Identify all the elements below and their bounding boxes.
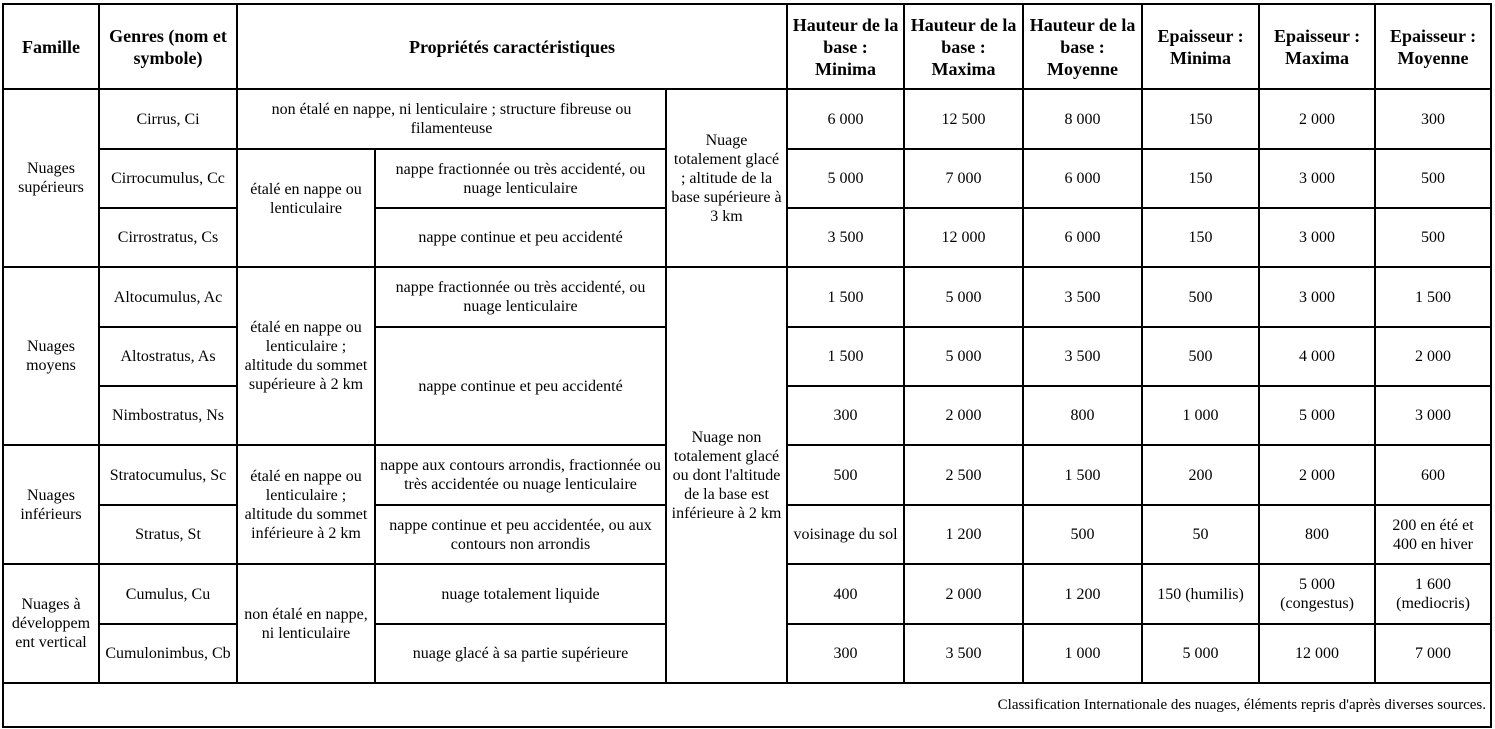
footer-row xyxy=(3,683,1491,727)
e-max-cell: 3 000 xyxy=(1259,149,1375,208)
source-note: Classification Internationale des nuages, éléments repris d'après diverses sources. xyxy=(3,683,1491,727)
h-moy-cell: 6 000 xyxy=(1023,208,1142,267)
family-moyens: Nuages moyens xyxy=(3,267,99,445)
h-moy-cell: 1 200 xyxy=(1023,564,1142,624)
prop-continue: nappe continue et peu accidenté xyxy=(375,208,666,267)
e-moy-cell: 2 000 xyxy=(1375,327,1491,386)
genre-cell: Cumulus, Cu xyxy=(99,564,237,624)
prop-cumulonimbus: nuage glacé à sa partie supérieure xyxy=(375,624,666,683)
h-max-cell: 12 000 xyxy=(904,208,1023,267)
e-moy-cell: 7 000 xyxy=(1375,624,1491,683)
e-moy-cell: 1 500 xyxy=(1375,267,1491,327)
h-max-cell: 12 500 xyxy=(904,89,1023,149)
e-min-cell: 500 xyxy=(1142,267,1259,327)
genre-cell: Cirrocumulus, Cc xyxy=(99,149,237,208)
h-max-cell: 5 000 xyxy=(904,267,1023,327)
e-moy-cell: 3 000 xyxy=(1375,386,1491,445)
h-min-cell: 500 xyxy=(787,445,904,505)
header-row xyxy=(3,4,1491,89)
h-moy-cell: 1 000 xyxy=(1023,624,1142,683)
prop-stratocumulus: nappe aux contours arrondis, fractionnée ou très accidentée ou nuage lenticulaire xyxy=(375,445,666,505)
genre-cell: Altocumulus, Ac xyxy=(99,267,237,327)
e-max-cell: 3 000 xyxy=(1259,208,1375,267)
genre-cell: Cirrostratus, Cs xyxy=(99,208,237,267)
table-row xyxy=(3,89,1491,149)
h-moy-cell: 3 500 xyxy=(1023,327,1142,386)
h-moy-cell: 500 xyxy=(1023,505,1142,564)
h-min-cell: 300 xyxy=(787,624,904,683)
h-max-cell: 3 500 xyxy=(904,624,1023,683)
e-moy-cell: 1 600 (mediocris) xyxy=(1375,564,1491,624)
e-min-cell: 5 000 xyxy=(1142,624,1259,683)
e-max-cell: 12 000 xyxy=(1259,624,1375,683)
e-max-cell: 2 000 xyxy=(1259,445,1375,505)
prop-etale-inf: étalé en nappe ou lenticulaire ; altitude du sommet inférieure à 2 km xyxy=(237,445,375,564)
e-min-cell: 150 xyxy=(1142,208,1259,267)
h-min-cell: 300 xyxy=(787,386,904,445)
h-max-cell: 2 500 xyxy=(904,445,1023,505)
h-max-cell: 2 000 xyxy=(904,564,1023,624)
prop-etale-moy: étalé en nappe ou lenticulaire ; altitude du sommet supérieure à 2 km xyxy=(237,267,375,445)
h-min-cell: 1 500 xyxy=(787,327,904,386)
prop-fract: nappe fractionnée ou très accidenté, ou nuage lenticulaire xyxy=(375,149,666,208)
e-moy-cell: 300 xyxy=(1375,89,1491,149)
h-moy-cell: 1 500 xyxy=(1023,445,1142,505)
header-hauteur-maxima: Hauteur de la base : Maxima xyxy=(904,4,1023,89)
e-max-cell: 5 000 xyxy=(1259,386,1375,445)
header-proprietes: Propriétés caractéristiques xyxy=(237,4,787,89)
e-min-cell: 150 xyxy=(1142,89,1259,149)
e-max-cell: 5 000 (congestus) xyxy=(1259,564,1375,624)
genre-cell: Nimbostratus, Ns xyxy=(99,386,237,445)
family-superieurs: Nuages supérieurs xyxy=(3,89,99,267)
e-min-cell: 200 xyxy=(1142,445,1259,505)
h-min-cell: 3 500 xyxy=(787,208,904,267)
h-moy-cell: 6 000 xyxy=(1023,149,1142,208)
h-max-cell: 2 000 xyxy=(904,386,1023,445)
prop-cirrus: non étalé en nappe, ni lenticulaire ; structure fibreuse ou filamenteuse xyxy=(237,89,666,149)
genre-cell: Cumulonimbus, Cb xyxy=(99,624,237,683)
cloud-classification-table xyxy=(2,3,1492,728)
header-hauteur-minima: Hauteur de la base : Minima xyxy=(787,4,904,89)
family-vertical: Nuages à développem ent vertical xyxy=(3,564,99,683)
prop-non-etale: non étalé en nappe, ni lenticulaire xyxy=(237,564,375,683)
h-moy-cell: 8 000 xyxy=(1023,89,1142,149)
h-max-cell: 7 000 xyxy=(904,149,1023,208)
prop-fract: nappe fractionnée ou très accidenté, ou nuage lenticulaire xyxy=(375,267,666,327)
h-max-cell: 5 000 xyxy=(904,327,1023,386)
e-max-cell: 2 000 xyxy=(1259,89,1375,149)
e-min-cell: 50 xyxy=(1142,505,1259,564)
genre-cell: Stratus, St xyxy=(99,505,237,564)
prop-glace: Nuage totalement glacé ; altitude de la base supérieure à 3 km xyxy=(666,89,787,267)
header-hauteur-moyenne: Hauteur de la base : Moyenne xyxy=(1023,4,1142,89)
e-moy-cell: 200 en été et 400 en hiver xyxy=(1375,505,1491,564)
prop-non-glace: Nuage non totalement glacé ou dont l'altitude de la base est inférieure à 2 km xyxy=(666,267,787,683)
prop-stratus: nappe continue et peu accidentée, ou aux contours non arrondis xyxy=(375,505,666,564)
h-min-cell: 6 000 xyxy=(787,89,904,149)
h-moy-cell: 3 500 xyxy=(1023,267,1142,327)
h-min-cell: 400 xyxy=(787,564,904,624)
prop-cumulus: nuage totalement liquide xyxy=(375,564,666,624)
prop-etale-sup: étalé en nappe ou lenticulaire xyxy=(237,149,375,267)
e-min-cell: 500 xyxy=(1142,327,1259,386)
e-moy-cell: 600 xyxy=(1375,445,1491,505)
e-min-cell: 1 000 xyxy=(1142,386,1259,445)
header-genres: Genres (nom et symbole) xyxy=(99,4,237,89)
e-min-cell: 150 xyxy=(1142,149,1259,208)
h-moy-cell: 800 xyxy=(1023,386,1142,445)
e-min-cell: 150 (humilis) xyxy=(1142,564,1259,624)
prop-continue: nappe continue et peu accidenté xyxy=(375,327,666,445)
e-max-cell: 4 000 xyxy=(1259,327,1375,386)
h-max-cell: 1 200 xyxy=(904,505,1023,564)
genre-cell: Cirrus, Ci xyxy=(99,89,237,149)
h-min-cell: 5 000 xyxy=(787,149,904,208)
e-moy-cell: 500 xyxy=(1375,149,1491,208)
h-min-cell: voisinage du sol xyxy=(787,505,904,564)
header-famille: Famille xyxy=(3,4,99,89)
genre-cell: Stratocumulus, Sc xyxy=(99,445,237,505)
header-epaisseur-minima: Epaisseur : Minima xyxy=(1142,4,1259,89)
e-max-cell: 800 xyxy=(1259,505,1375,564)
e-moy-cell: 500 xyxy=(1375,208,1491,267)
header-epaisseur-moyenne: Epaisseur : Moyenne xyxy=(1375,4,1491,89)
genre-cell: Altostratus, As xyxy=(99,327,237,386)
h-min-cell: 1 500 xyxy=(787,267,904,327)
header-epaisseur-maxima: Epaisseur : Maxima xyxy=(1259,4,1375,89)
e-max-cell: 3 000 xyxy=(1259,267,1375,327)
family-inferieurs: Nuages inférieurs xyxy=(3,445,99,564)
table-row xyxy=(3,267,1491,327)
